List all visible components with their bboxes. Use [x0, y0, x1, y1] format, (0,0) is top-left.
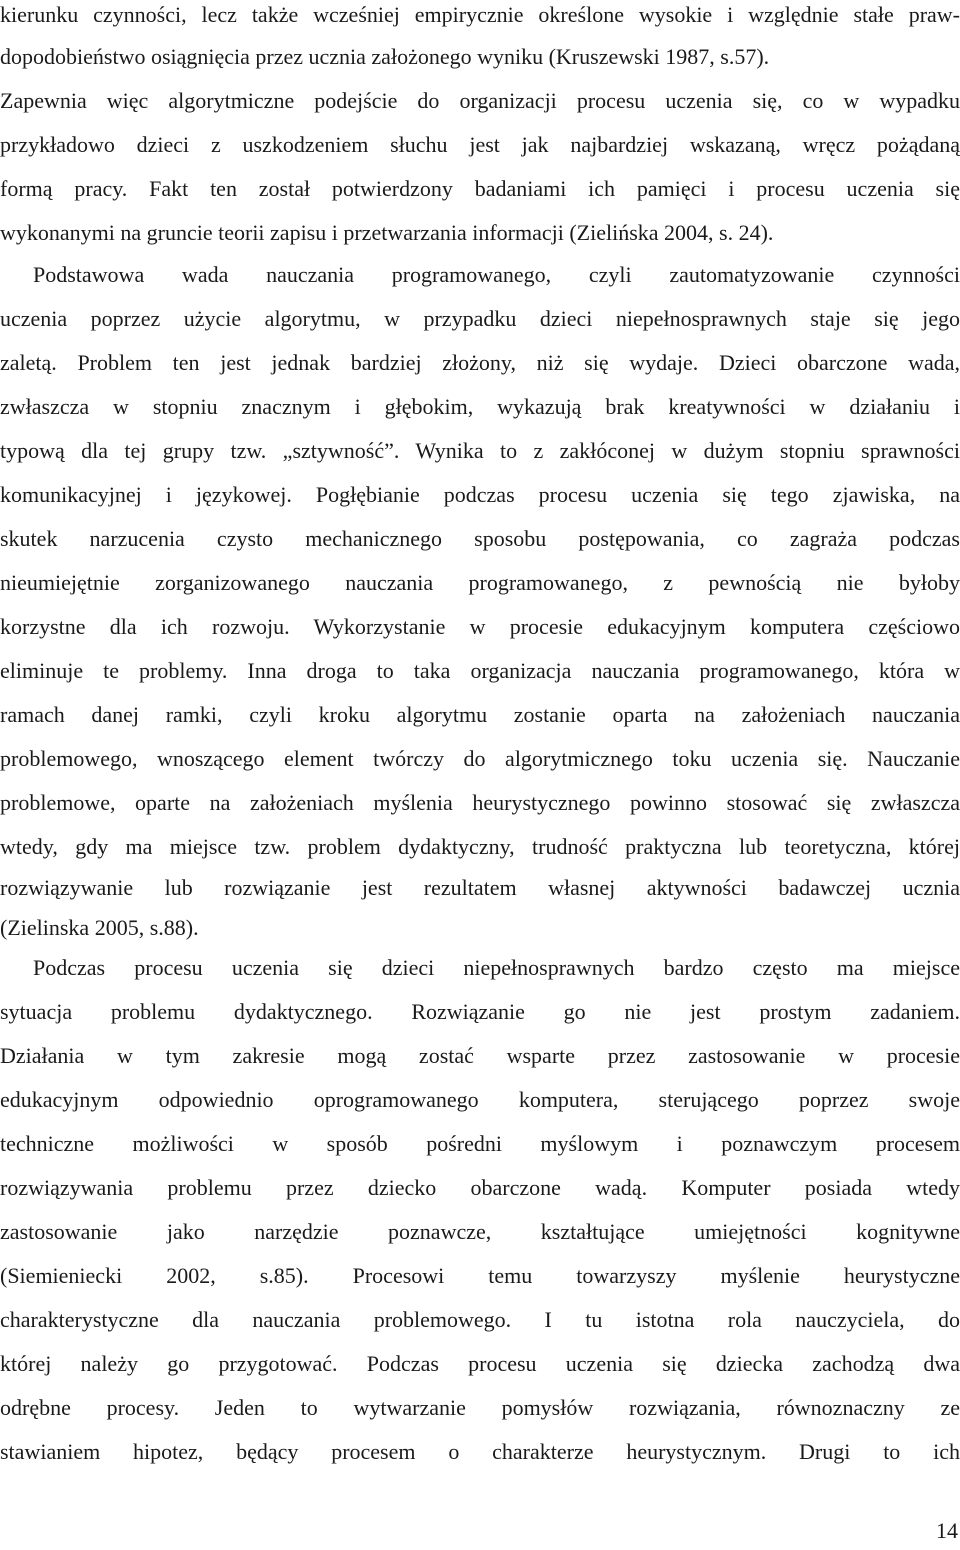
- text-line: Podczas procesu uczenia się dzieci niepełnosprawnych bardzo często ma miejsce: [33, 955, 960, 980]
- text-line: skutek narzucenia czysto mechanicznego sposobu postępowania, co zagraża podczas: [0, 526, 960, 551]
- text-line: (Zielinska 2005, s.88).: [0, 915, 199, 940]
- text-line: korzystne dla ich rozwoju. Wykorzystanie w procesie edukacyjnym komputera częściowo: [0, 614, 960, 639]
- text-line: kierunku czynności, lecz także wcześniej empirycznie określone wysokie i względnie stałe praw-: [0, 2, 960, 27]
- text-line: problemowe, oparte na założeniach myślenia heurystycznego powinno stosować się zwłaszcza: [0, 790, 960, 815]
- text-line: której należy go przygotować. Podczas procesu uczenia się dziecka zachodzą dwa: [0, 1351, 960, 1376]
- text-line: uczenia poprzez użycie algorytmu, w przypadku dzieci niepełnosprawnych staje się jego: [0, 306, 960, 331]
- text-line: zastosowanie jako narzędzie poznawcze, kształtujące umiejętności kognitywne: [0, 1219, 960, 1244]
- text-line: odrębne procesy. Jeden to wytwarzanie pomysłów rozwiązania, równoznaczny ze: [0, 1395, 960, 1420]
- page-number: 14: [936, 1518, 958, 1543]
- text-line: Podstawowa wada nauczania programowanego, czyli zautomatyzowanie czynności: [33, 262, 960, 287]
- text-line: problemowego, wnoszącego element twórczy do algorytmicznego toku uczenia się. Nauczanie: [0, 746, 960, 771]
- text-line: charakterystyczne dla nauczania problemowego. I tu istotna rola nauczyciela, do: [0, 1307, 960, 1332]
- text-line: Działania w tym zakresie mogą zostać wsparte przez zastosowanie w procesie: [0, 1043, 960, 1068]
- text-line: edukacyjnym odpowiednio oprogramowanego komputera, sterującego poprzez swoje: [0, 1087, 960, 1112]
- text-line: eliminuje te problemy. Inna droga to taka organizacja nauczania programowanego, która w: [0, 658, 960, 683]
- text-line: sytuacja problemu dydaktycznego. Rozwiązanie go nie jest prostym zadaniem.: [0, 999, 960, 1024]
- text-line: ramach danej ramki, czyli kroku algorytmu zostanie oparta na założeniach nauczania: [0, 702, 960, 727]
- text-line: wtedy, gdy ma miejsce tzw. problem dydaktyczny, trudność praktyczna lub teoretyczna, której: [0, 834, 960, 859]
- text-line: nieumiejętnie zorganizowanego nauczania programowanego, z pewnością nie byłoby: [0, 570, 960, 595]
- text-line: zaletą. Problem ten jest jednak bardziej złożony, niż się wydaje. Dzieci obarczone wada,: [0, 350, 960, 375]
- text-line: wykonanymi na gruncie teorii zapisu i przetwarzania informacji (Zielińska 2004, s. 24).: [0, 220, 774, 245]
- text-line: Zapewnia więc algorytmiczne podejście do organizacji procesu uczenia się, co w wypadku: [0, 88, 960, 113]
- text-line: techniczne możliwości w sposób pośredni myślowym i poznawczym procesem: [0, 1131, 960, 1156]
- text-line: (Siemieniecki 2002, s.85). Procesowi temu towarzyszy myślenie heurystyczne: [0, 1263, 960, 1288]
- text-line: stawianiem hipotez, będący procesem o charakterze heurystycznym. Drugi to ich: [0, 1439, 960, 1464]
- text-line: rozwiązywania problemu przez dziecko obarczone wadą. Komputer posiada wtedy: [0, 1175, 960, 1200]
- text-line: przykładowo dzieci z uszkodzeniem słuchu jest jak najbardziej wskazaną, wręcz pożądaną: [0, 132, 960, 157]
- text-line: formą pracy. Fakt ten został potwierdzony badaniami ich pamięci i procesu uczenia się: [0, 176, 960, 201]
- text-line: komunikacyjnej i językowej. Pogłębianie podczas procesu uczenia się tego zjawiska, na: [0, 482, 960, 507]
- text-line: dopodobieństwo osiągnięcia przez ucznia założonego wyniku (Kruszewski 1987, s.57).: [0, 44, 770, 69]
- text-line: zwłaszcza w stopniu znacznym i głębokim, wykazują brak kreatywności w działaniu i: [0, 394, 960, 419]
- text-line: typową dla tej grupy tzw. „sztywność”. Wynika to z zakłóconej w dużym stopniu sprawności: [0, 438, 960, 463]
- text-line: rozwiązywanie lub rozwiązanie jest rezultatem własnej aktywności badawczej ucznia: [0, 875, 960, 900]
